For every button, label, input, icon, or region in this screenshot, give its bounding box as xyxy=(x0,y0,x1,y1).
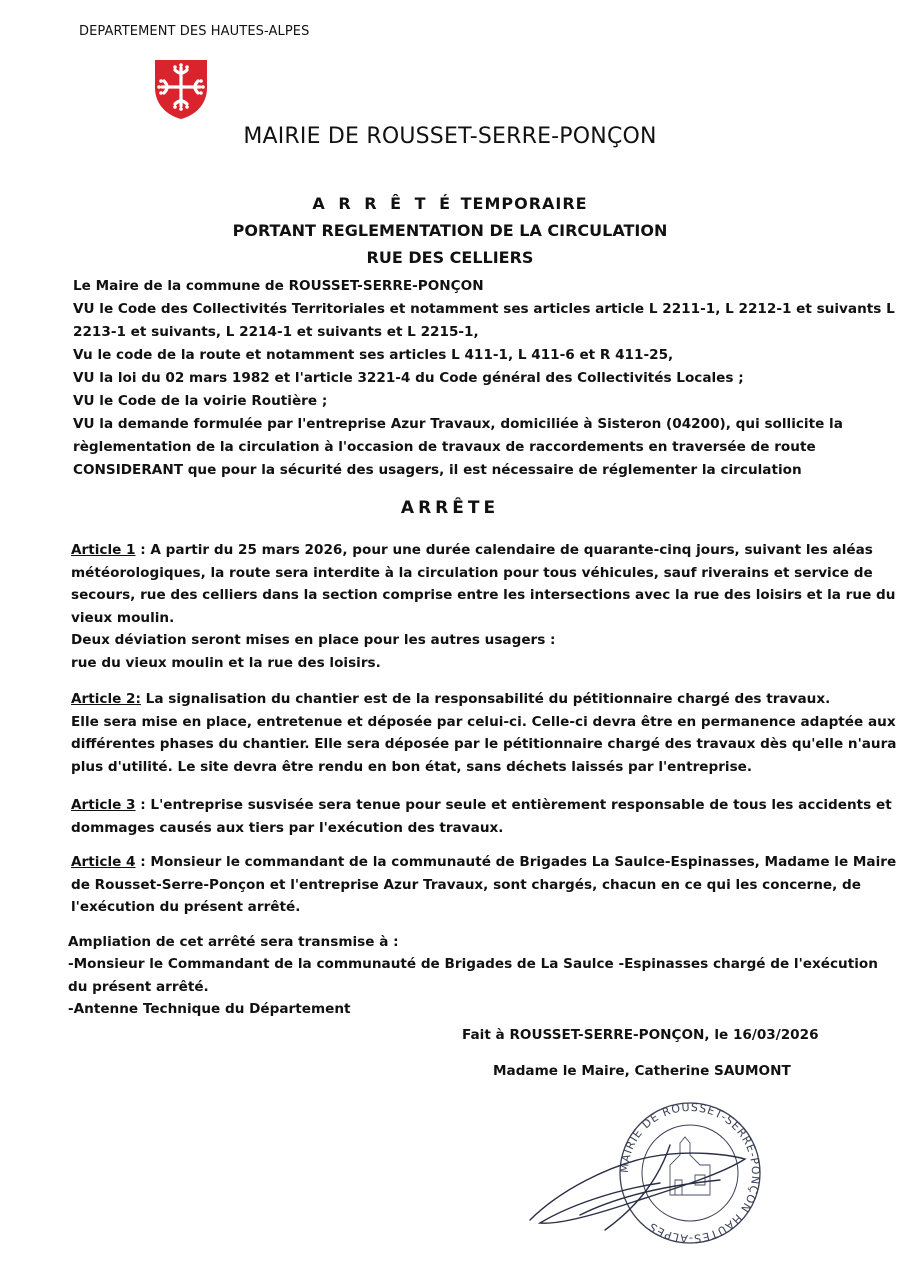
article-4-label: Article 4 xyxy=(71,854,136,870)
article-1-text: : A partir du 25 mars 2026, pour une durée calendaire de quarante-cinq jours, suivant les aléas xyxy=(135,542,873,558)
article-1 xyxy=(71,539,896,674)
article-3-text: dommages causés aux tiers par l'exécution des travaux. xyxy=(71,819,504,836)
article-1-text: Deux déviation seront mises en place pour les autres usagers : xyxy=(71,632,556,648)
article-3-label: Article 3 xyxy=(71,797,136,813)
preamble-line: Vu le code de la route et notamment ses articles L 411-1, L 411-6 et R 411-25, xyxy=(73,347,674,363)
article-3-text: : L'entreprise susvisée sera tenue pour seule et entièrement responsable de tous les accidents et xyxy=(135,797,892,813)
ampliation xyxy=(68,931,878,1020)
preamble-line: règlementation de la circulation à l'occasion de travaux de raccordements en traversée de route xyxy=(73,439,816,455)
preamble-line: VU la loi du 02 mars 1982 et l'article 3221-4 du Code général des Collectivités Locales ; xyxy=(73,370,744,386)
article-2-text: La signalisation du chantier est de la responsabilité du pétitionnaire chargé des travaux. xyxy=(140,691,831,707)
ampliation-line: -Antenne Technique du Département xyxy=(68,1000,351,1017)
mairie-stamp-signature xyxy=(520,1095,770,1245)
signature-place-date: Fait à ROUSSET-SERRE-PONÇON, le 16/03/2026 xyxy=(462,1027,819,1043)
document-title xyxy=(0,190,900,271)
article-2-text: plus d'utilité. Le site devra être rendu en bon état, sans déchets laissés par l'entreprise. xyxy=(71,758,753,775)
preamble-line: VU le Code des Collectivités Territoriales et notamment ses articles article L 2211-1, L 2212-1 et suivants L xyxy=(73,301,895,317)
article-4-text: : Monsieur le commandant de la communauté de Brigades La Saulce-Espinasses, Madame le Maire xyxy=(135,854,897,870)
ampliation-line: -Monsieur le Commandant de la communauté de Brigades de La Saulce -Espinasses chargé de l'exécution xyxy=(68,956,878,973)
article-2-text: Elle sera mise en place, entretenue et déposée par celui-ci. Celle-ci devra être en permanence adaptée aux xyxy=(71,713,896,730)
title-temporaire-word: TEMPORAIRE xyxy=(460,194,588,213)
article-1-text: secours, rue des celliers dans la section comprise entre les intersections avec la rue des loisirs et la rue du xyxy=(71,587,896,603)
article-2-text: différentes phases du chantier. Elle sera déposée par le pétitionnaire chargé des travaux dès qu'elle n'aura xyxy=(71,736,897,752)
preamble-line: CONSIDERANT que pour la sécurité des usagers, il est nécessaire de réglementer la circulation xyxy=(73,462,802,478)
title-line-3: RUE DES CELLIERS xyxy=(366,248,534,267)
preamble-line: VU le Code de la voirie Routière ; xyxy=(73,393,328,409)
article-3 xyxy=(71,794,892,839)
preamble-line: 2213-1 et suivants, L 2214-1 et suivants et L 2215-1, xyxy=(73,324,479,340)
preamble xyxy=(73,275,895,482)
title-line-1 xyxy=(0,190,900,217)
article-1-text: vieux moulin. xyxy=(71,609,175,626)
title-arrete-word: A R R Ê T É xyxy=(312,194,455,213)
mairie-title: MAIRIE DE ROUSSET-SERRE-PONÇON xyxy=(243,124,657,149)
ampliation-line: du présent arrêté. xyxy=(68,978,209,995)
ampliation-line: Ampliation de cet arrêté sera transmise à : xyxy=(68,934,399,950)
arrete-heading: ARRÊTE xyxy=(400,498,500,518)
svg-text:MAIRIE DE ROUSSET-SERRE-PONÇON xyxy=(618,1101,762,1245)
signature-maire-name: Madame le Maire, Catherine SAUMONT xyxy=(493,1063,791,1079)
stamp-text: MAIRIE DE ROUSSET-SERRE-PONÇON HAUTES-ALPES xyxy=(617,1100,763,1245)
preamble-line: VU la demande formulée par l'entreprise Azur Travaux, domiciliée à Sisteron (04200), qui sollicite la xyxy=(73,416,843,432)
article-1-text: rue du vieux moulin et la rue des loisirs. xyxy=(71,654,381,671)
article-4-text: de Rousset-Serre-Ponçon et l'entreprise Azur Travaux, sont chargés, chacun en ce qui les concerne, de xyxy=(71,876,861,893)
article-2 xyxy=(71,688,897,778)
article-1-label: Article 1 xyxy=(71,542,136,558)
department-header: DEPARTEMENT DES HAUTES-ALPES xyxy=(79,24,310,39)
occitan-cross-shield-icon xyxy=(153,58,209,120)
article-4 xyxy=(71,851,897,919)
article-1-text: météorologiques, la route sera interdite à la circulation pour tous véhicules, sauf riverains et service de xyxy=(71,564,873,581)
article-2-label: Article 2: xyxy=(71,691,141,707)
preamble-line: Le Maire de la commune de ROUSSET-SERRE-PONÇON xyxy=(73,278,484,294)
article-4-text: l'exécution du présent arrêté. xyxy=(71,899,301,915)
title-line-2: PORTANT REGLEMENTATION DE LA CIRCULATION xyxy=(232,221,668,240)
